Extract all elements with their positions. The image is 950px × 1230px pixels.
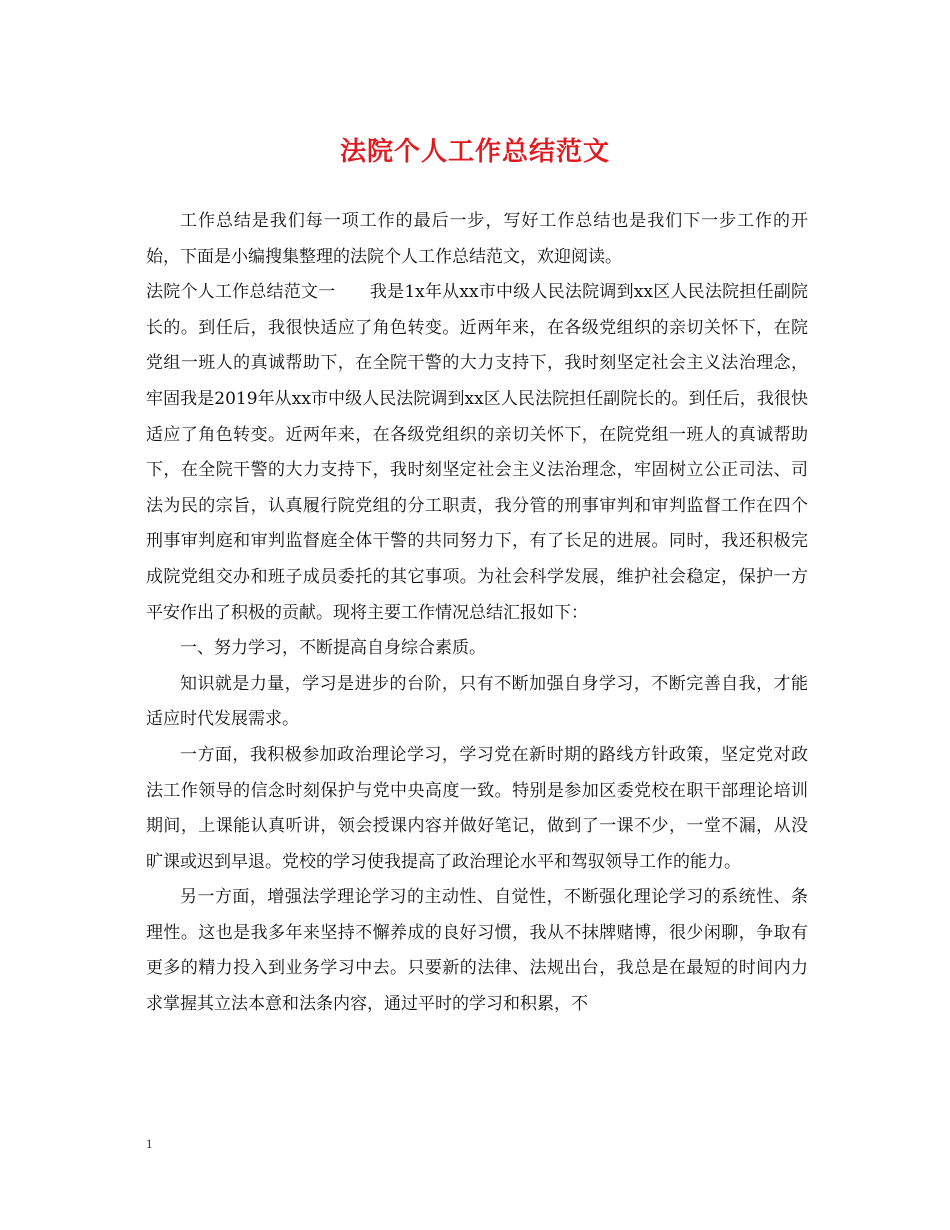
page-number: 1 — [146, 1136, 153, 1151]
paragraph-political-study: 一方面，我积极参加政治理论学习，学习党在新时期的路线方针政策，坚定党对政法工作领导的信念时刻保护与党中央高度一致。特别是参加区委党校在职干部理论培训期间，上课能认真听讲，领会授课内容并做好笔记，做到了一课不少，一堂不漏，从没旷课或迟到早退。党校的学习使我提高了政治理论水平和驾驭领导工作的能力。 — [146, 744, 808, 872]
paragraph-knowledge: 知识就是力量，学习是进步的台阶，只有不断加强自身学习，不断完善自我，才能适应时代发展需求。 — [146, 673, 808, 730]
paragraph-legal-study: 另一方面，增强法学理论学习的主动性、自觉性，不断强化理论学习的系统性、条理性。这也是我多年来坚持不懈养成的良好习惯，我从不抹牌赌博，很少闲聊，争取有更多的精力投入到业务学习中去。只要新的法律、法规出台，我总是在最短的时间内力求掌握其立法本意和法条内容，通过平时的学习和积累，不 — [146, 887, 808, 1015]
section-heading-study: 一、努力学习，不断提高自身综合素质。 — [180, 638, 486, 659]
paragraph-intro: 工作总结是我们每一项工作的最后一步，写好工作总结也是我们下一步工作的开始，下面是小编搜集整理的法院个人工作总结范文，欢迎阅读。 — [146, 211, 808, 267]
document-body — [146, 204, 808, 1023]
paragraph-sample-one: 法院个人工作总结范文一 我是1x年从xx市中级人民法院调到xx区人民法院担任副院长的。到任后，我很快适应了角色转变。近两年来，在各级党组织的亲切关怀下，在院党组一班人的真诚帮助下，在全院干警的大力支持下，我时刻坚定社会主义法治理念，牢固我是2019年从xx市中级人民法院调到xx区人民法院担任副院长的。到任后，我很快适应了角色转变。近两年来，在各级党组织的亲切关怀下，在院党组一班人的真诚帮助下，在全院干警的大力支持下，我时刻坚定社会主义法治理念，牢固树立公正司法、司法为民的宗旨，认真履行院党组的分工职责，我分管的刑事审判和审判监督工作在四个刑事审判庭和审判监督庭全体干警的共同努力下，有了长足的进展。同时，我还积极完成院党组交办和班子成员委托的其它事项。为社会科学发展，维护社会稳定，保护一方平安作出了积极的贡献。现将主要工作情况总结汇报如下： — [146, 282, 808, 623]
document-title: 法院个人工作总结范文 — [339, 137, 610, 167]
